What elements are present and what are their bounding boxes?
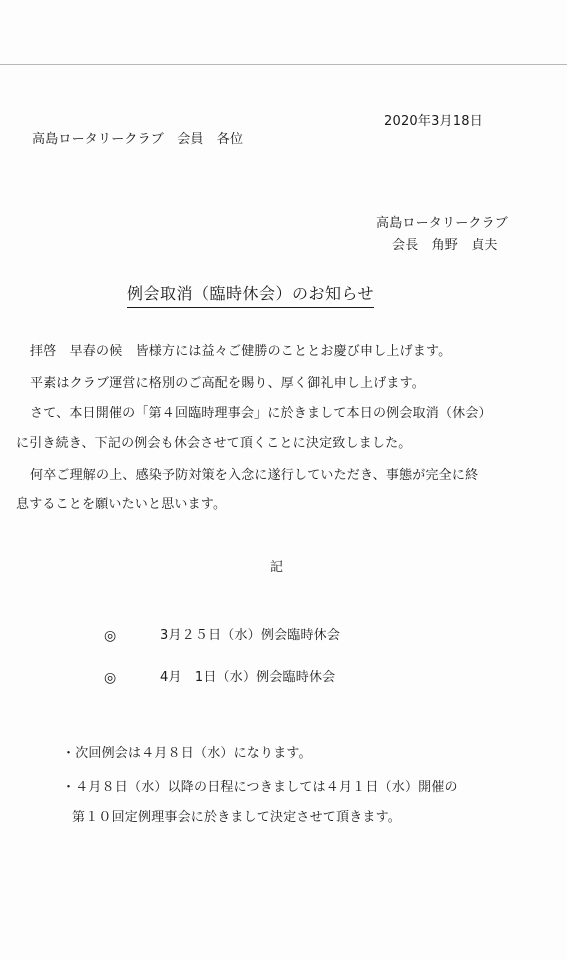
ki-heading: 記 xyxy=(270,560,284,575)
letter-recipient: 高島ロータリークラブ 会員 各位 xyxy=(32,132,244,147)
body-line: 何卒ご理解の上、感染予防対策を入念に遂行していただき、事態が完全に終 xyxy=(30,468,479,483)
note-line: ・次回例会は４月８日（水）になります。 xyxy=(62,746,312,761)
double-circle-icon: ◎ xyxy=(104,670,117,686)
body-line: 平素はクラブ運営に格別のご高配を賜り、厚く御礼申し上げます。 xyxy=(30,376,425,391)
sender-organization: 高島ロータリークラブ xyxy=(376,216,509,231)
note-line: ・４月８日（水）以降の日程につきましては４月１日（水）開催の xyxy=(62,780,458,795)
letter-title: 例会取消（臨時休会）のお知らせ xyxy=(127,284,374,308)
note-line: 第１０回定例理事会に於きまして決定させて頂きます。 xyxy=(72,810,401,825)
letter-date: 2020年3月18日 xyxy=(384,114,483,129)
body-line: 拝啓 早春の候 皆様方には益々ご健勝のこととお慶び申し上げます。 xyxy=(30,344,452,359)
body-line: に引き続き、下記の例会も休会させて頂くことに決定致しました。 xyxy=(16,436,412,451)
scan-edge-line xyxy=(0,64,567,65)
double-circle-icon: ◎ xyxy=(104,628,117,644)
sender-person: 会長 角野 貞夫 xyxy=(392,238,498,253)
cancelled-meeting-item: 4月 1日（水）例会臨時休会 xyxy=(160,670,336,685)
body-line: 息することを願いたいと思います。 xyxy=(16,497,227,512)
cancelled-meeting-item: 3月２５日（水）例会臨時休会 xyxy=(160,628,341,643)
body-line: さて、本日開催の「第４回臨時理事会」に於きまして本日の例会取消（休会） xyxy=(30,406,492,421)
